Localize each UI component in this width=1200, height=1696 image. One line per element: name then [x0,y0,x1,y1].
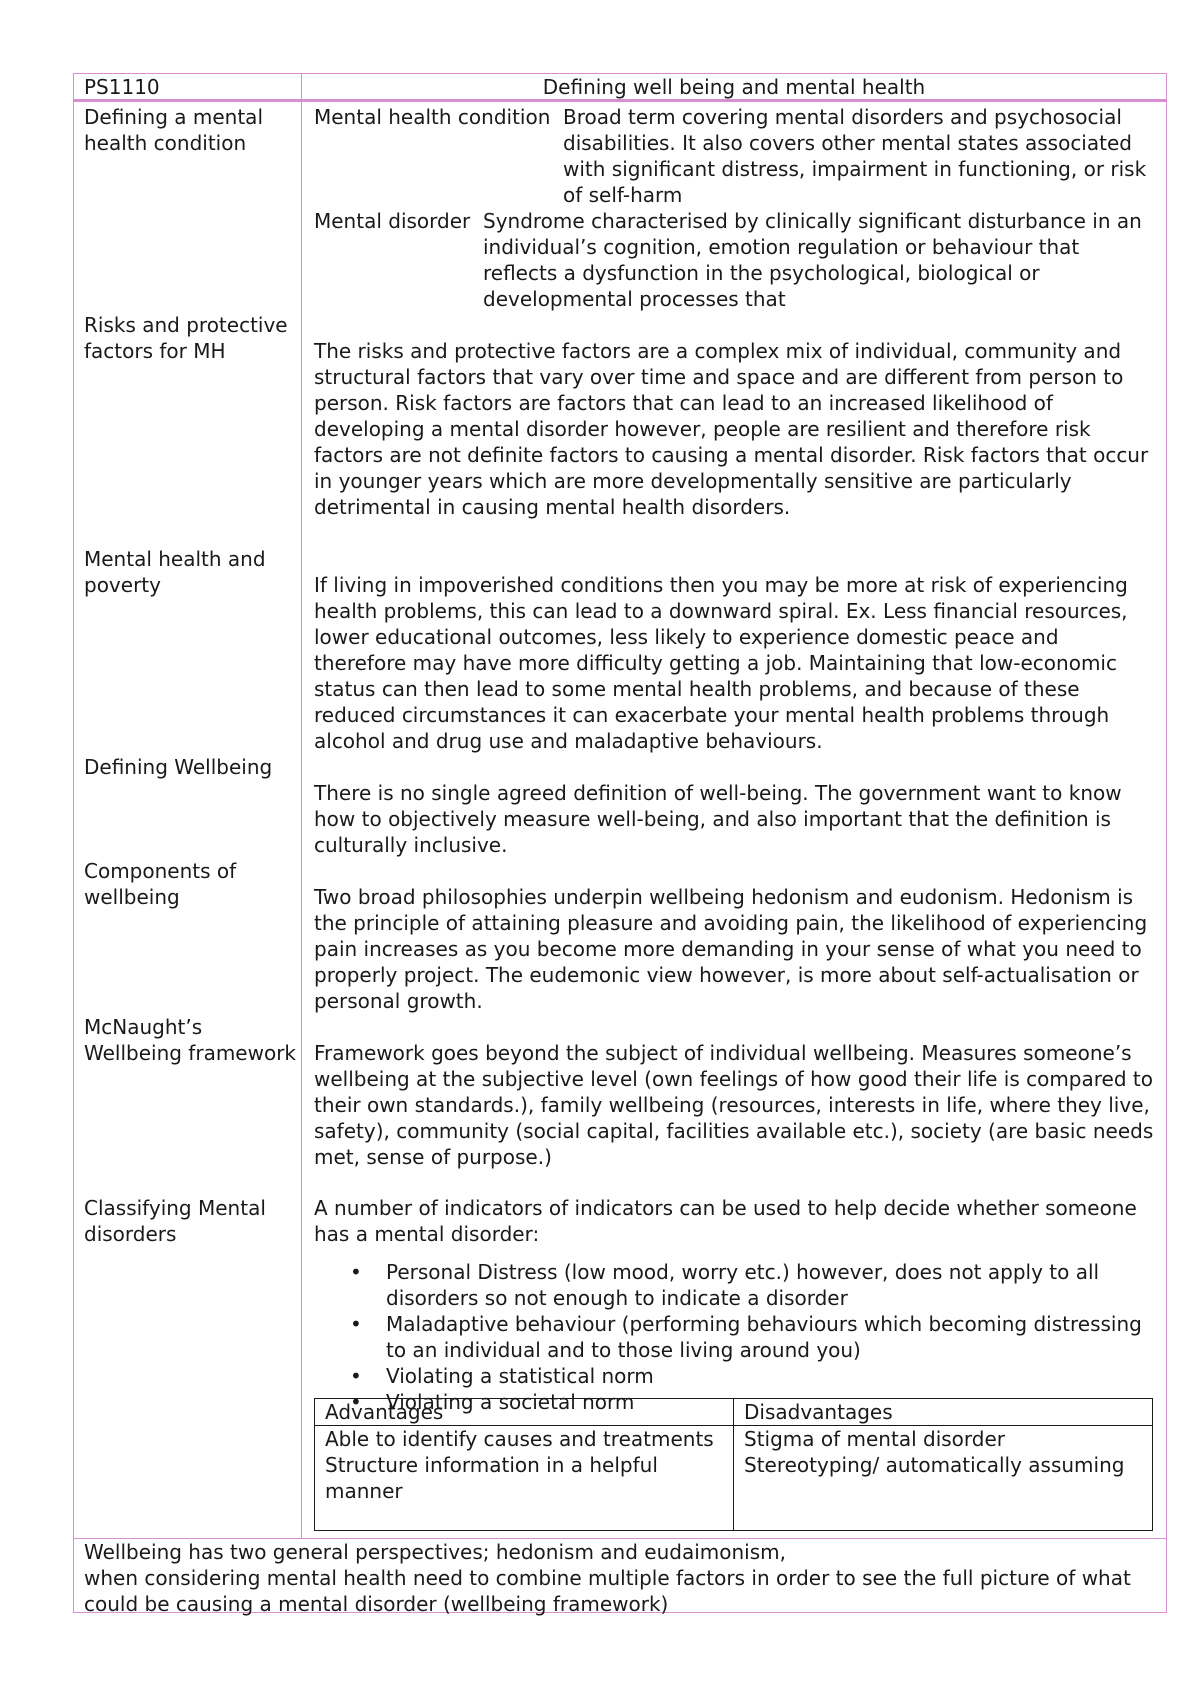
header-disadvantages: Disadvantages [734,1399,1153,1426]
table-right-border [1166,73,1167,1613]
list-item: • Maladaptive behaviour (performing behaviours which becoming distressing to an individual and to those living around you) [386,1311,1156,1363]
summary-footer [84,1539,1154,1617]
label-components: Components of wellbeing [84,859,237,909]
text-risks: The risks and protective factors are a complex mix of individual, community and structural factors that vary over time and space and are different from person to person. Risk factors are factors that can lead to an increased likelihood of developing a mental disorder however, people are resilient and therefore risk factors are not definite factors to causing a mental disorder. Risk factors that occur in younger years which are more developmentally sensitive are particularly detrimental in causing mental health disorders. [314,339,1149,519]
page-title: Defining well being and mental health [542,75,926,99]
definition-mental-disorder-clip [483,208,1153,312]
label-risks: Risks and protective factors for MH [84,313,288,363]
summary-line-2: when considering mental health need to combine multiple factors in order to see the full picture of what could be causing a mental disorder (wellbeing framework) [84,1566,1131,1616]
advantage-item: Structure information in a helpful manner [325,1453,658,1503]
text-mcnaught: Framework goes beyond the subject of individual wellbeing. Measures someone’s wellbeing at the subjective level (own feelings of how good their life is compared to their own standards.), family wellbeing (resources, interests in life, where they live, safety), community (social capital, facilities available etc.), society (are basic needs met, sense of purpose.) [314,1041,1154,1169]
course-code: PS1110 [84,75,160,99]
definition-mental-disorder: Syndrome characterised by clinically significant disturbance in an individual’s cognition, emotion regulation or behaviour that reflects a dysfunction in the psychological, biological or developmental processes that [483,209,1142,311]
text-classifying-intro: A number of indicators of indicators can be used to help decide whether someone has a mental disorder: [314,1196,1137,1246]
header-advantages: Advantages [315,1399,734,1426]
label-mcnaught: McNaught’s Wellbeing framework [84,1015,297,1065]
list-item: • Personal Distress (low mood, worry etc.) however, does not apply to all disorders so not enough to indicate a disorder [386,1259,1156,1311]
label-poverty: Mental health and poverty [84,547,266,597]
indicator-list [314,1259,1156,1415]
label-classifying: Classifying Mental disorders [84,1196,266,1246]
advantage-item: Able to identify causes and treatments [325,1427,714,1451]
term-mental-disorder: Mental disorder [314,209,471,233]
advantages-cell [315,1426,734,1531]
advantages-table [314,1398,1153,1531]
disadvantages-cell [734,1426,1153,1531]
list-item: • Violating a societal norm [386,1389,1156,1415]
label-defining-mh: Defining a mental health condition [84,105,263,155]
text-poverty: If living in impoverished conditions then you may be more at risk of experiencing health problems, this can lead to a downward spiral. Ex. Less financial resources, lower educational outcomes, less likely to experience domestic peace and therefore may have more difficulty getting a job. Maintaining that low-economic status can then lead to some mental health problems, and because of these reduced circumstances it can exacerbate your mental health problems through alcohol and drug use and maladaptive behaviours. [314,573,1128,753]
text-wellbeing: There is no single agreed definition of well-being. The government want to know how to objectively measure well-being, and also important that the definition is culturally inclusive. [314,781,1122,857]
summary-line-1: Wellbeing has two general perspectives; hedonism and eudaimonism, [84,1540,786,1564]
list-item: • Violating a statistical norm [386,1363,1156,1389]
term-mental-health-condition: Mental health condition [314,105,551,129]
notes-page [73,73,1167,1616]
table-left-border [73,73,74,1613]
disadvantage-item: Stereotyping/ automatically assuming [744,1453,1125,1477]
definition-mental-health-condition: Broad term covering mental disorders and psychosocial disabilities. It also covers other mental states associated with significant distress, impairment in functioning, or risk of self-harm [563,105,1147,207]
column-divider [301,73,302,1538]
text-components: Two broad philosophies underpin wellbeing hedonism and eudonism. Hedonism is the principle of attaining pleasure and avoiding pain, the likelihood of experiencing pain increases as you become more demanding in your sense of what you need to properly project. The eudemonic view however, is more about self-actualisation or personal growth. [314,885,1148,1013]
disadvantage-item: Stigma of mental disorder [744,1427,1005,1451]
label-defining-wellbeing: Defining Wellbeing [84,755,273,779]
